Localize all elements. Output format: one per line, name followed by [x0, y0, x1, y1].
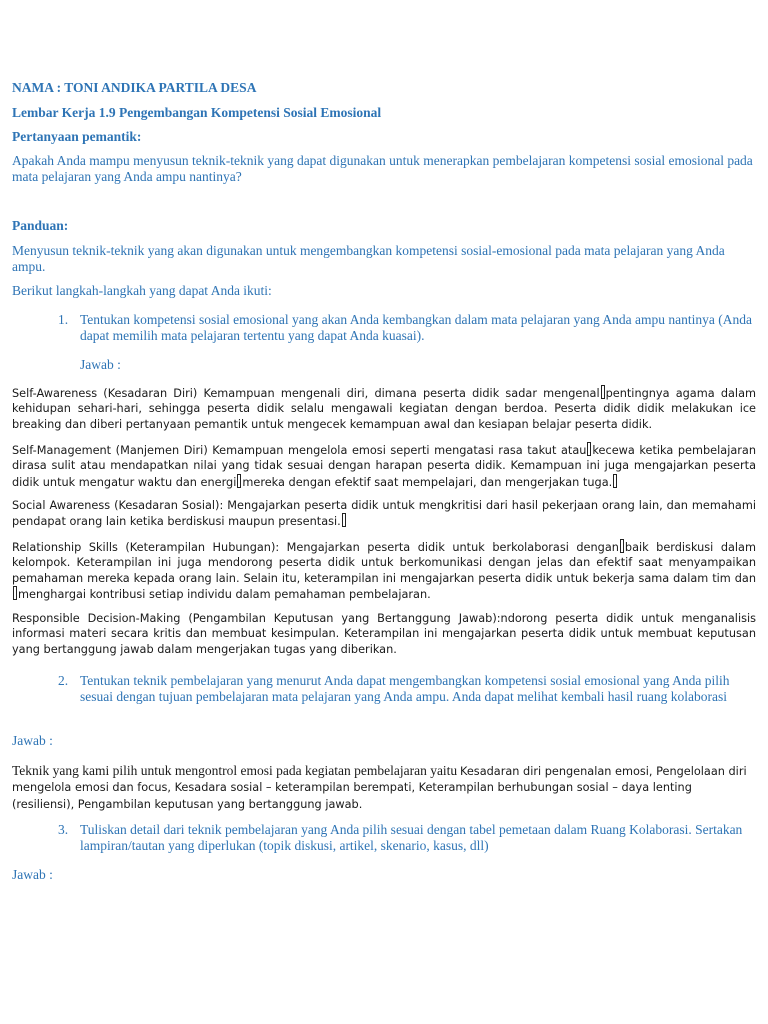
missing-glyph-box: [587, 442, 591, 456]
guide-heading: Panduan:: [12, 218, 69, 233]
missing-glyph-box: [613, 474, 617, 488]
step-1-answer-label: Jawab :: [80, 357, 121, 372]
step-3-number: 3.: [58, 822, 69, 837]
missing-glyph-box: [601, 385, 605, 399]
step-1-text: Tentukan kompetensi sosial emosional yang akan Anda kembangkan dalam mata pelajaran yang Anda ampu nantinya (Anda dapat memilih mata pelajaran tertentu yang dapat Anda kuasai).: [80, 312, 752, 343]
steps-intro: Berikut langkah-langkah yang dapat Anda ikuti:: [12, 283, 272, 298]
step-3-answer-label: Jawab :: [12, 867, 53, 882]
missing-glyph-box: [342, 513, 346, 527]
answer-self-management: Self-Management (Manjemen Diri) Kemampuan mengelola emosi seperti mengatasi rasa takut atau kecewa ketika pembelajaran dirasa sulit atau mendapatkan nilai yang tidak sesuai dengan harapan peserta didik. Kemampuan ini juga mengajarkan peserta didik untuk mengatur waktu dan energi mereka dengan efektif saat mempelajari, dan mengerjakan tuga.: [12, 444, 756, 489]
answer-techniques: Teknik yang kami pilih untuk mengontrol emosi pada kegiatan pembelajaran yaitu Kesadaran diri pengenalan emosi, Pengelolaan diri mengelola emosi dan focus, Kesadara sosial – keterampilan berempati, Keterampilan berhubungan sosial – daya lenting (resiliensi), Pengambilan keputusan yang bertanggung jawab.: [12, 763, 747, 811]
missing-glyph-box: [13, 586, 17, 600]
trigger-question-heading: Pertanyaan pemantik:: [12, 129, 142, 144]
trigger-question-text: Apakah Anda mampu menyusun teknik-teknik yang dapat digunakan untuk menerapkan pembelajaran kompetensi sosial emosional pada mata pelajaran yang Anda ampu nantinya?: [12, 153, 753, 184]
step-2-answer-label: Jawab :: [12, 733, 53, 748]
name-heading: NAMA : TONI ANDIKA PARTILA DESA: [12, 80, 257, 95]
step-1-number: 1.: [58, 312, 69, 327]
answer-responsible-decision: Responsible Decision-Making (Pengambilan Keputusan yang Bertanggung Jawab):ndorong peserta didik untuk menganalisis informasi materi secara kritis dan membuat kesimpulan. Keterampilan ini mengajarkan peserta didik untuk membuat keputusan yang bertanggung jawab dalam mengerjakan tugas yang diberikan.: [12, 612, 756, 656]
step-2-number: 2.: [58, 673, 69, 688]
missing-glyph-box: [620, 539, 624, 553]
answer-relationship-skills: Relationship Skills (Keterampilan Hubungan): Mengajarkan peserta didik untuk berkolaborasi dengan baik berdiskusi dalam kelompok. Keterampilan ini juga mendorong peserta didik untuk berkomunikasi dengan jelas dan efektif saat menyampaikan pemahaman mereka kepada orang lain. Selain itu, keterampilan ini mengajarkan peserta didik untuk bekerja sama dalam tim danmenghargai kontribusi setiap individu dalam pemahaman pembelajaran.: [12, 541, 756, 601]
missing-glyph-box: [237, 474, 241, 488]
answer-self-awareness: Self-Awareness (Kesadaran Diri) Kemampuan mengenali diri, dimana peserta didik sadar mengenal pentingnya agama dalam kehidupan sehari-hari, sehingga peserta didik selalu mengawali kegiatan dengan berdoa. Peserta didik didik melakukan ice breaking dan diberi pertanyaan pemantik untuk mengecek kemampuan awal dan kesiapan belajar peserta didik.: [12, 387, 756, 431]
guide-text: Menyusun teknik-teknik yang akan digunakan untuk mengembangkan kompetensi sosial-emosional pada mata pelajaran yang Anda ampu.: [12, 243, 725, 274]
step-3-text: Tuliskan detail dari teknik pembelajaran yang Anda pilih sesuai dengan tabel pemetaan dalam Ruang Kolaborasi. Sertakan lampiran/tautan yang diperlukan (topik diskusi, artikel, skenario, kasus, dll): [80, 822, 743, 853]
step-2-text: Tentukan teknik pembelajaran yang menurut Anda dapat mengembangkan kompetensi sosial emosional yang Anda pilih sesuai dengan tujuan pembelajaran mata pelajaran yang Anda ampu. Anda dapat melihat kembali hasil ruang kolaborasi: [80, 673, 730, 704]
worksheet-title: Lembar Kerja 1.9 Pengembangan Kompetensi Sosial Emosional: [12, 105, 382, 120]
answer-social-awareness: Social Awareness (Kesadaran Sosial): Mengajarkan peserta didik untuk mengkritisi dari hasil pekerjaan orang lain, dan memahami pendapat orang lain ketika berdiskusi maupun presentasi.: [12, 499, 756, 529]
